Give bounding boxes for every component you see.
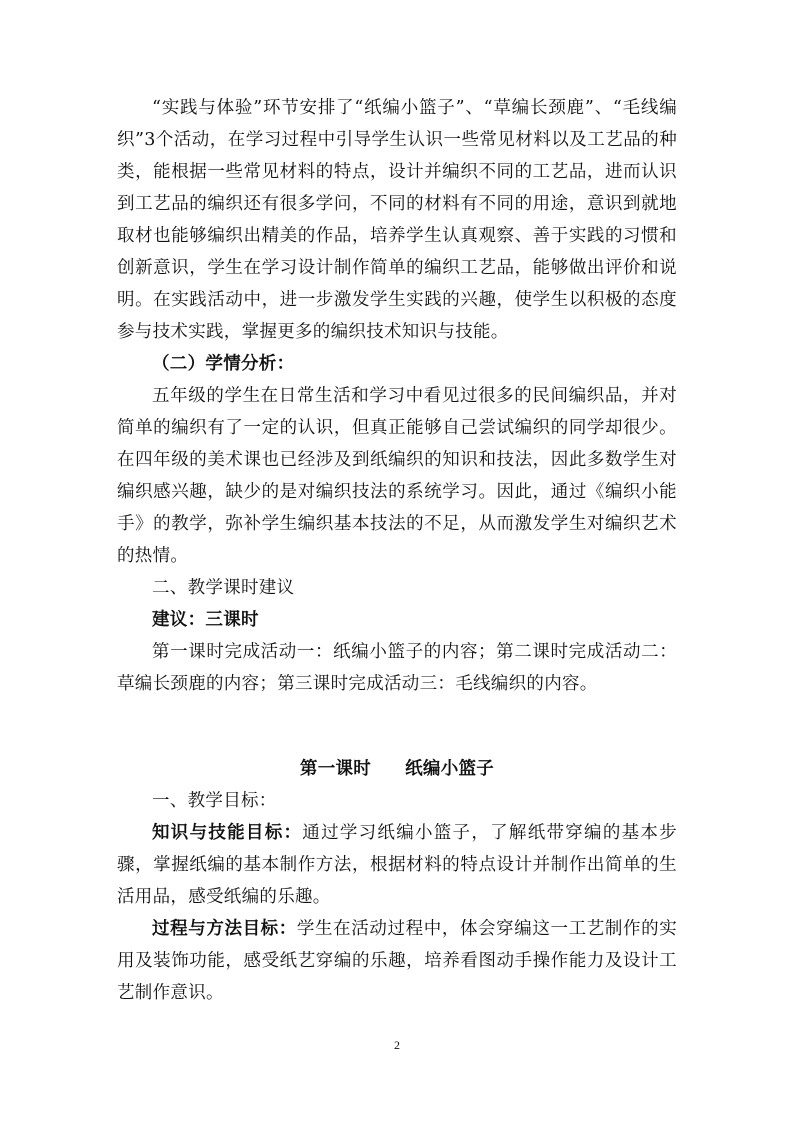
lesson-suggestion-label: 建议：三课时 <box>152 610 259 630</box>
lesson-suggestion-paragraph: 第一课时完成活动一：纸编小篮子的内容；第二课时完成活动二：草编长颈鹿的内容；第三课时完成活动三：毛线编织的内容。 <box>117 642 677 694</box>
lesson-one-title <box>117 753 677 785</box>
process-objective-paragraph <box>117 913 677 1009</box>
lesson-suggestion-heading: 二、教学课时建议 <box>152 578 295 598</box>
process-objective-text: 学生在活动过程中，体会穿编这一工艺制作的实用及装饰功能，感受纸艺穿编的乐趣，培养看图动手操作能力及设计工艺制作意识。 <box>117 919 677 1003</box>
page-number: 2 <box>394 1038 400 1052</box>
page-content <box>117 92 677 1009</box>
knowledge-objective-text: 通过学习纸编小篮子，了解纸带穿编的基本步骤，掌握纸编的基本制作方法，根据材料的特点设计并制作出简单的生活用品，感受纸编的乐趣。 <box>117 823 677 907</box>
lesson-one-title-name: 纸编小篮子 <box>405 759 495 779</box>
learning-analysis-paragraph: 五年级的学生在日常生活和学习中看见过很多的民间编织品，并对简单的编织有了一定的认识，但真正能够自己尝试编织的同学却很少。在四年级的美术课也已经涉及到纸编织的知识和技法，因此多数学生对编织感兴趣，缺少的是对编织技法的系统学习。因此，通过《编织小能手》的教学，弥补学生编织基本技法的不足，从而激发学生对编织艺术的热情。 <box>117 386 677 566</box>
objectives-heading: 一、教学目标： <box>152 791 277 811</box>
process-objective-label: 过程与方法目标： <box>152 919 297 939</box>
knowledge-objective-paragraph <box>117 817 677 913</box>
lesson-one-title-number: 第一课时 <box>299 759 372 779</box>
knowledge-objective-label: 知识与技能目标： <box>152 823 303 843</box>
intro-paragraph: “实践与体验”环节安排了“纸编小篮子”、“草编长颈鹿”、“毛线编织”3个活动，在学习过程中引导学生认识一些常见材料以及工艺品的种类，能根据一些常见材料的特点，设计并编织不同的工艺品，进而认识到工艺品的编织还有很多学问，不同的材料有不同的用途，意识到就地取材也能够编织出精美的作品，培养学生认真观察、善于实践的习惯和创新意识，学生在学习设计制作简单的编织工艺品，能够做出评价和说明。在实践活动中，进一步激发学生实践的兴趣，使学生以积极的态度参与技术实践，掌握更多的编织技术知识与技能。 <box>117 98 677 342</box>
learning-analysis-heading: （二）学情分析： <box>152 354 295 374</box>
